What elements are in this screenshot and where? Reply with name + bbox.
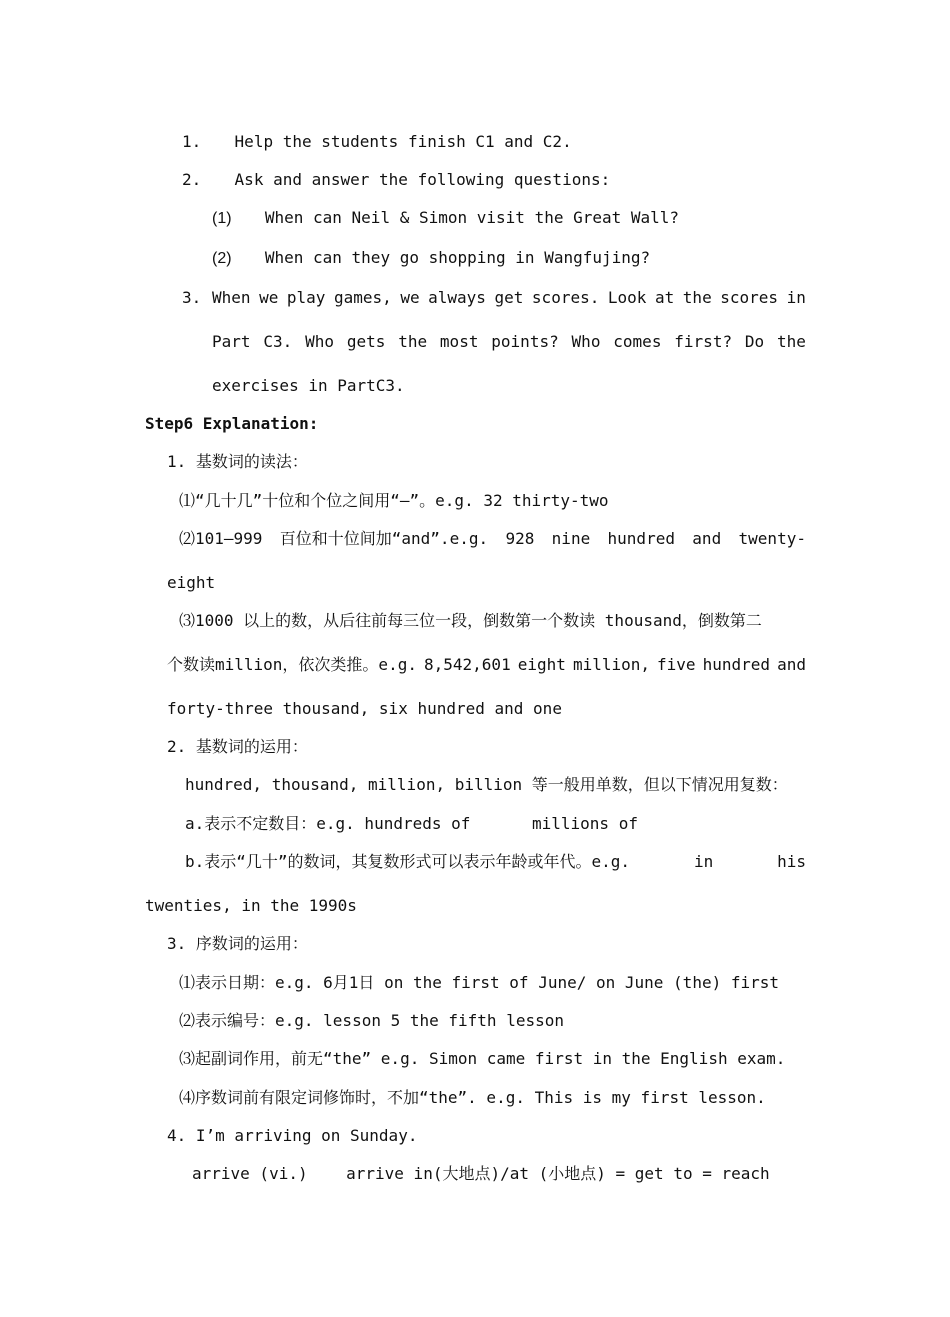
- point-2-b-line-1: b.表示“几十”的数词，其复数形式可以表示年龄或年代。e.g. in his: [185, 852, 806, 871]
- section-heading: Step6 Explanation:: [145, 414, 319, 433]
- point-1-title: 1. 基数词的读法：: [167, 452, 308, 471]
- point-2-title: 2. 基数词的运用：: [167, 737, 308, 756]
- question-number: (1): [212, 210, 232, 227]
- list-text: Help the students finish C1 and C2.: [234, 132, 572, 151]
- point-1-b-line-2: eight: [167, 573, 216, 592]
- point-2-b-line-2: twenties, in the 1990s: [145, 896, 357, 915]
- point-4-line: arrive (vi.) arrive in(大地点)/at (小地点) = get to = reach: [192, 1164, 770, 1183]
- point-1-b-line-1: ⑵101—999 百位和十位间加“and”.e.g. 928 nine hundred and twenty-: [179, 529, 806, 548]
- list-item-2: [182, 170, 610, 190]
- point-4-title: 4. I’m arriving on Sunday.: [167, 1126, 418, 1145]
- point-3-title: 3. 序数词的运用：: [167, 934, 308, 953]
- list-item-3-line-2: Part C3. Who gets the most points? Who comes first? Do the: [212, 332, 806, 351]
- point-3-item-2: ⑵表示编号：e.g. lesson 5 the fifth lesson: [179, 1011, 564, 1030]
- point-2-intro: hundred, thousand, million, billion 等一般用单数，但以下情况用复数：: [185, 775, 788, 794]
- list-item-3-line-3: exercises in PartC3.: [212, 376, 405, 395]
- point-1-c-line-2: 个数读million，依次类推。e.g. 8,542,601 eight million, five hundred and: [167, 655, 806, 674]
- point-3-item-1: ⑴表示日期：e.g. 6月1日 on the first of June/ on June (the) first: [179, 973, 780, 992]
- point-1-c-line-3: forty-three thousand, six hundred and one: [167, 699, 562, 718]
- question-text: When can they go shopping in Wangfujing?: [264, 248, 651, 267]
- point-1-c-line-1: ⑶1000 以上的数，从后往前每三位一段，倒数第一个数读 thousand，倒数第二: [179, 611, 762, 630]
- point-3-item-4: ⑷序数词前有限定词修饰时，不加“the”. e.g. This is my first lesson.: [179, 1088, 766, 1107]
- point-1-a: ⑴“几十几”十位和个位之间用“—”。e.g. 32 thirty-two: [179, 491, 609, 510]
- question-number: (2): [212, 250, 232, 267]
- list-item-1: [182, 132, 572, 152]
- list-text: Ask and answer the following questions:: [234, 170, 611, 189]
- point-2-a-extra: millions of: [532, 814, 638, 833]
- list-number-3: 3.: [182, 288, 202, 307]
- list-number: 2.: [182, 170, 202, 189]
- point-2-a: a.表示不定数目：e.g. hundreds of: [185, 814, 471, 833]
- list-item-3-line-1: When we play games, we always get scores. Look at the scores in: [212, 288, 806, 307]
- list-number: 1.: [182, 132, 202, 151]
- point-3-item-3: ⑶起副词作用，前无“the” e.g. Simon came first in the English exam.: [179, 1049, 786, 1068]
- question-text: When can Neil & Simon visit the Great Wall?: [264, 208, 680, 227]
- question-2: [212, 248, 650, 269]
- question-1: [212, 208, 679, 229]
